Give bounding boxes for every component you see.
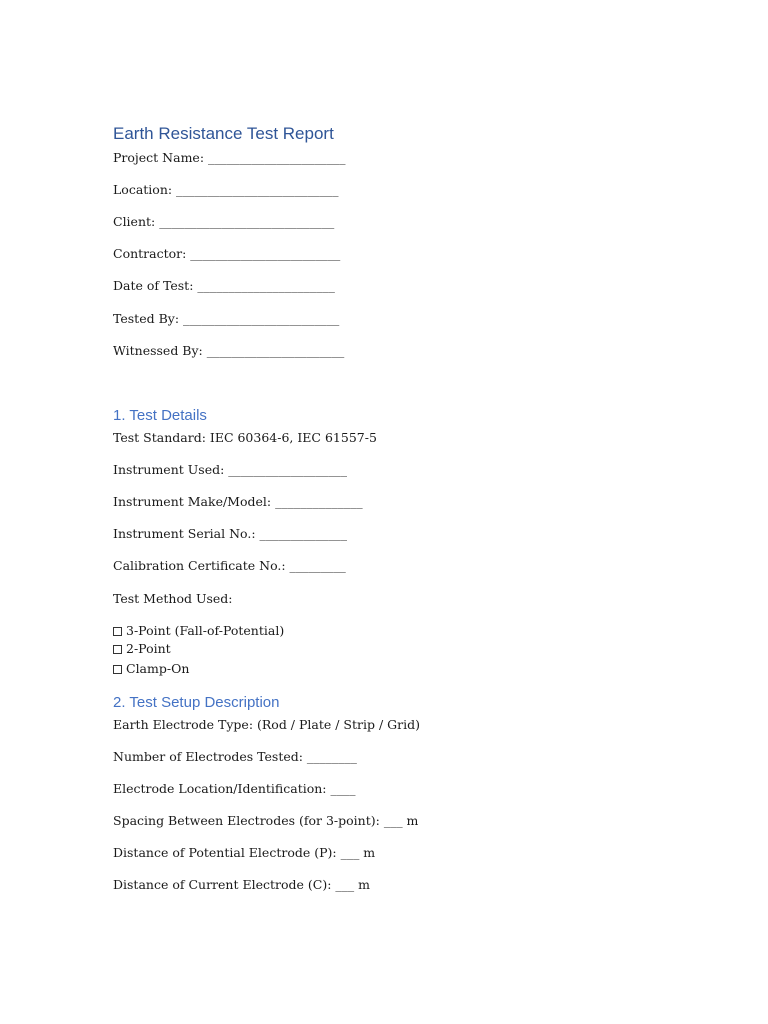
calibration-certificate-field: Calibration Certificate No.: _________ xyxy=(113,558,346,573)
instrument-make-model-field: Instrument Make/Model: ______________ xyxy=(113,494,363,509)
checkbox-icon xyxy=(113,627,122,636)
report-title: Earth Resistance Test Report xyxy=(113,124,334,143)
witnessed-by-field: Witnessed By: ______________________ xyxy=(113,343,345,358)
current-electrode-distance-field: Distance of Current Electrode (C): ___ m xyxy=(113,877,370,892)
option-label: 2-Point xyxy=(126,641,171,656)
electrode-location-field: Electrode Location/Identification: ____ xyxy=(113,781,356,796)
number-of-electrodes-field: Number of Electrodes Tested: ________ xyxy=(113,749,357,764)
project-name-field: Project Name: ______________________ xyxy=(113,150,346,165)
potential-electrode-distance-field: Distance of Potential Electrode (P): ___ m xyxy=(113,845,376,860)
option-label: 3-Point (Fall-of-Potential) xyxy=(126,623,285,638)
instrument-used-field: Instrument Used: ___________________ xyxy=(113,462,348,477)
section-1-heading: 1. Test Details xyxy=(113,407,207,424)
test-method-label: Test Method Used: xyxy=(113,591,233,606)
instrument-serial-field: Instrument Serial No.: ______________ xyxy=(113,526,348,541)
test-standard-line: Test Standard: IEC 60364-6, IEC 61557-5 xyxy=(113,430,377,445)
checkbox-icon xyxy=(113,665,122,674)
option-label: Clamp-On xyxy=(126,661,190,676)
tested-by-field: Tested By: _________________________ xyxy=(113,311,340,326)
method-option-2-point xyxy=(113,641,171,657)
method-option-3-point xyxy=(113,623,284,639)
client-field: Client: ____________________________ xyxy=(113,214,335,229)
electrode-spacing-field: Spacing Between Electrodes (for 3-point): ___ m xyxy=(113,813,419,828)
location-field: Location: __________________________ xyxy=(113,182,339,197)
section-2-heading: 2. Test Setup Description xyxy=(113,694,280,711)
method-option-clamp-on xyxy=(113,661,189,677)
checkbox-icon xyxy=(113,645,122,654)
contractor-field: Contractor: ________________________ xyxy=(113,246,341,261)
date-of-test-field: Date of Test: ______________________ xyxy=(113,278,335,293)
electrode-type-line: Earth Electrode Type: (Rod / Plate / Strip / Grid) xyxy=(113,717,420,732)
